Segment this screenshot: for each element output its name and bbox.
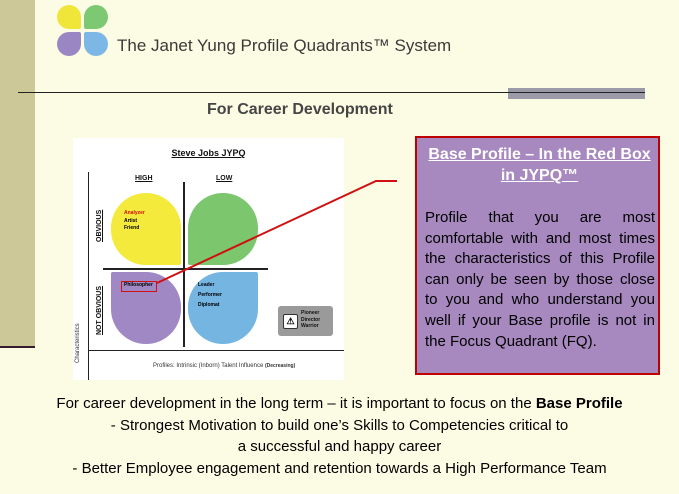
bottom-line-3: a successful and happy career (237, 438, 442, 456)
profile-label: Philosopher (124, 282, 153, 288)
logo-leaf-blue (84, 32, 108, 56)
brand-title: The Janet Yung Profile Quadrants™ System (117, 36, 452, 55)
legend-label: Director (301, 316, 321, 323)
bottom-line-2: - Strongest Motivation to build one’s Skills to Competencies critical to (110, 416, 569, 434)
header-accent-bar (508, 88, 645, 99)
callout-body: Profile that you are most comfortable with and most times the characteristics of this Profile can only be seen by those close to you and who understand you well if your Base profile is not in the Focus Quadrant (FQ). (425, 209, 655, 350)
y-axis-label: Characteristics (75, 323, 81, 363)
base-profile-highlight-box (121, 281, 157, 292)
profile-label: Friend (124, 225, 140, 231)
y-axis (88, 172, 89, 380)
legend-labels (301, 310, 320, 330)
legend-label: Warrior (301, 323, 319, 329)
profile-label: Performer (198, 292, 222, 298)
slide-subtitle: For Career Development (207, 101, 393, 118)
legend-label: Pioneer (301, 310, 320, 316)
profile-label: Leader (198, 282, 215, 288)
warning-icon: ⚠ (283, 314, 298, 329)
x-axis-label-text: Profiles: Intrinsic (Inborn) Talent Influence (153, 363, 264, 369)
header-rule-overlay (508, 92, 645, 93)
chart-title: Steve Jobs JYPQ (171, 148, 246, 158)
legend-box (278, 306, 333, 336)
quadrant-top-left (111, 193, 181, 265)
quadrant-divider-vertical (183, 182, 185, 347)
column-header-low: LOW (216, 175, 233, 182)
quadrant-divider-horizontal (103, 268, 268, 270)
bottom-text (0, 393, 679, 480)
callout-title: Base Profile – In the Red Box in JYPQ™ (428, 146, 651, 184)
jypq-logo (57, 5, 109, 57)
quadrant-bottom-right-labels (198, 280, 222, 310)
profile-label: Diplomat (198, 302, 220, 308)
header-rule (18, 92, 508, 93)
bottom-line-4: - Better Employee engagement and retention towards a High Performance Team (72, 460, 607, 478)
side-stripe (0, 0, 35, 348)
x-axis-note: (Decreasing) (264, 363, 296, 369)
bottom-line-1 (0, 393, 679, 415)
profile-label: Artist (124, 217, 138, 224)
side-divider (0, 346, 35, 348)
quadrant-top-right (188, 193, 258, 265)
logo-leaf-purple (57, 32, 81, 56)
logo-leaf-green (84, 5, 108, 29)
quadrant-chart (73, 138, 344, 380)
base-profile-callout (415, 136, 660, 375)
bottom-line-1-text: For career development in the long term – it is important to focus on the (56, 395, 536, 412)
quadrant-top-left-labels (124, 210, 145, 233)
x-axis (88, 350, 344, 351)
bottom-line-1-emphasis: Base Profile (535, 395, 623, 412)
column-header-high: HIGH (135, 175, 153, 182)
row-header-not-obvious: NOT OBVIOUS (96, 285, 103, 335)
x-axis-label (153, 363, 295, 369)
logo-leaf-yellow (57, 5, 81, 29)
profile-label: Analyzer (124, 210, 145, 216)
row-header-obvious: OBVIOUS (96, 209, 103, 242)
